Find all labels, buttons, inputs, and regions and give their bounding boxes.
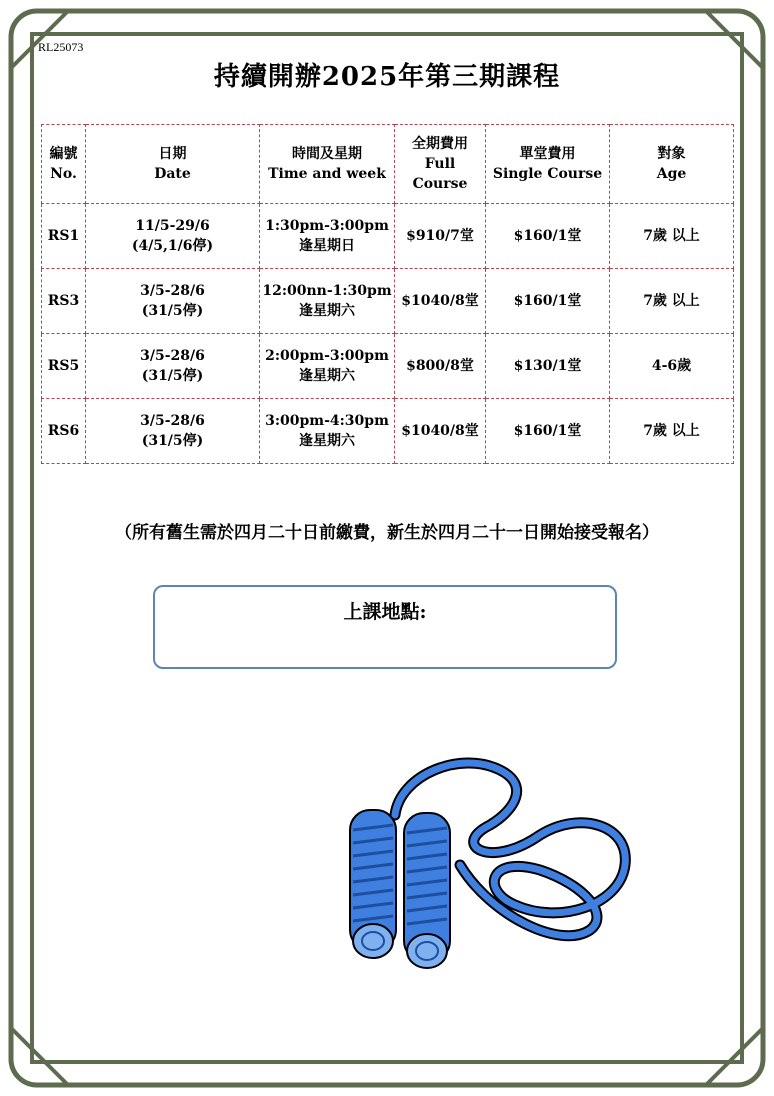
header-single-fee: 單堂費用 Single Course <box>486 125 610 204</box>
course-date: 3/5-28/6 (31/5停) <box>86 399 260 464</box>
course-time: 1:30pm-3:00pm 逢星期日 <box>260 204 395 269</box>
table-row <box>42 334 734 399</box>
course-full-fee: $1040/8堂 <box>395 399 486 464</box>
course-date: 11/5-29/6 (4/5,1/6停) <box>86 204 260 269</box>
course-date: 3/5-28/6 (31/5停) <box>86 269 260 334</box>
header-time: 時間及星期 Time and week <box>260 125 395 204</box>
header-age: 對象 Age <box>610 125 734 204</box>
header-no: 編號 No. <box>42 125 86 204</box>
location-box <box>153 585 617 669</box>
course-age: 4-6歲 <box>610 334 734 399</box>
course-time: 12:00nn-1:30pm 逢星期六 <box>260 269 395 334</box>
header-full-fee: 全期費用 Full Course <box>395 125 486 204</box>
course-time: 2:00pm-3:00pm 逢星期六 <box>260 334 395 399</box>
table-header-row <box>42 125 734 204</box>
page-title: 持續開辦2025年第三期課程 <box>213 62 561 92</box>
course-no: RS6 <box>42 399 86 464</box>
course-age: 7歲 以上 <box>610 204 734 269</box>
course-age: 7歲 以上 <box>610 269 734 334</box>
table-row <box>42 399 734 464</box>
table-row <box>42 204 734 269</box>
course-table <box>41 124 734 464</box>
document-code: RL25073 <box>38 40 84 54</box>
course-no: RS3 <box>42 269 86 334</box>
course-full-fee: $800/8堂 <box>395 334 486 399</box>
course-age: 7歲 以上 <box>610 399 734 464</box>
table-row <box>42 269 734 334</box>
course-no: RS5 <box>42 334 86 399</box>
course-no: RS1 <box>42 204 86 269</box>
course-single-fee: $160/1堂 <box>486 269 610 334</box>
location-label: 上課地點: <box>343 601 427 623</box>
course-single-fee: $160/1堂 <box>486 204 610 269</box>
course-single-fee: $130/1堂 <box>486 334 610 399</box>
jump-rope-icon <box>340 755 640 975</box>
header-date: 日期 Date <box>86 125 260 204</box>
course-time: 3:00pm-4:30pm 逢星期六 <box>260 399 395 464</box>
course-single-fee: $160/1堂 <box>486 399 610 464</box>
registration-note: （所有舊生需於四月二十日前繳費，新生於四月二十一日開始接受報名） <box>115 523 659 543</box>
course-full-fee: $1040/8堂 <box>395 269 486 334</box>
course-full-fee: $910/7堂 <box>395 204 486 269</box>
course-date: 3/5-28/6 (31/5停) <box>86 334 260 399</box>
